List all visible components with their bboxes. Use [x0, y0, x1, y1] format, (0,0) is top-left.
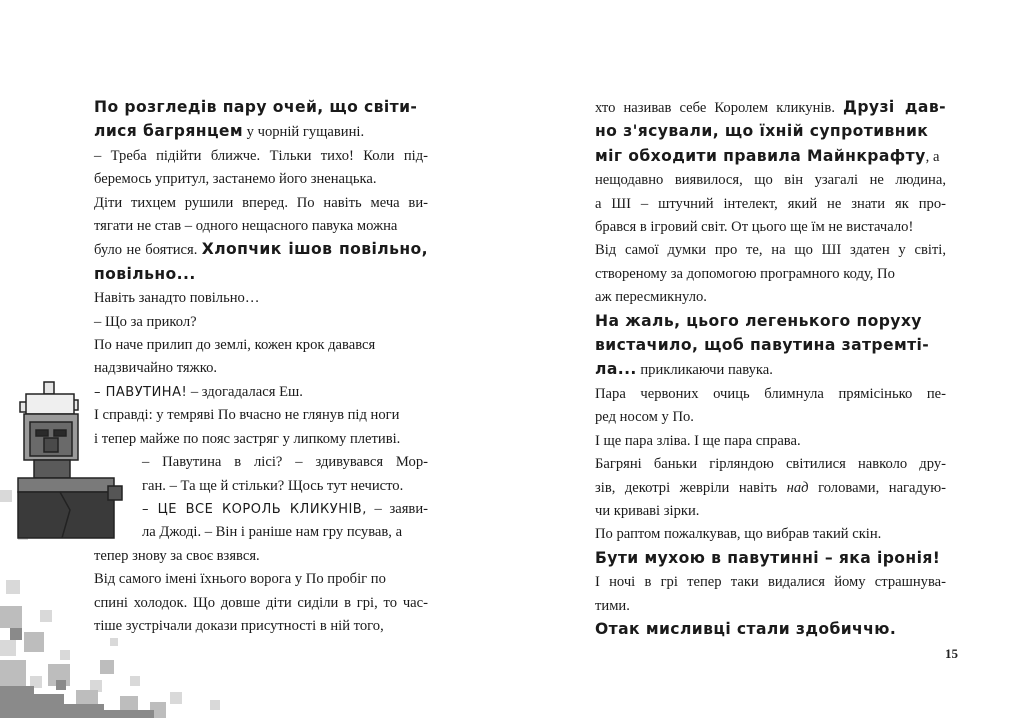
text-run: тими.	[595, 597, 630, 614]
text-run: надзвичайно тяжко.	[94, 360, 218, 377]
text-run: По наче прилип до землі, кожен крок давався	[94, 337, 376, 354]
text-run: і тепер майже по пояс застряг у липкому плетиві.	[94, 430, 401, 447]
text-line	[595, 571, 946, 594]
left-text-column	[94, 96, 428, 638]
text-line	[595, 193, 946, 216]
text-run: беремось упритул, застанемо його зненацька.	[94, 171, 377, 188]
text-run: над	[786, 479, 809, 496]
text-line	[595, 216, 946, 239]
text-run: було не боятися.	[94, 242, 202, 259]
text-line	[595, 500, 946, 523]
text-line	[94, 498, 428, 521]
text-line	[94, 145, 428, 168]
bold-phrase: но з'ясували, що їхній супротивник	[595, 122, 929, 141]
text-line	[595, 263, 946, 286]
bold-phrase: міг обходити правила Майнкрафту	[595, 146, 926, 165]
text-line	[595, 286, 946, 309]
text-line	[94, 238, 428, 262]
text-line	[94, 521, 428, 544]
text-run: хто називав себе Королем кликунів.	[595, 100, 844, 116]
text-run: спині холодок. Що довше діти сиділи в грі, то час-	[94, 594, 428, 611]
text-line	[94, 357, 428, 380]
text-line	[595, 595, 946, 618]
text-line	[595, 239, 946, 262]
text-line	[94, 168, 428, 191]
bold-phrase: Друзі дав-	[843, 98, 946, 116]
bold-phrase: Хлопчик ішов повільно,	[201, 240, 428, 259]
right-page	[512, 0, 1024, 718]
text-line	[595, 96, 946, 120]
text-run: тягати не став – одного нещасного павука можна	[94, 218, 398, 235]
text-run: чи криваві зірки.	[595, 502, 700, 519]
text-run: По раптом пожалкував, що вибрав такий скін.	[595, 526, 882, 543]
text-line	[595, 523, 946, 546]
text-run: брався в ігровий світ. От цього ще їм не вистачало!	[595, 219, 914, 236]
text-line	[94, 96, 428, 120]
text-run: Багряні баньки гірляндою світилися навколо дру-	[595, 456, 946, 473]
text-run: у чорній гущавині.	[243, 124, 365, 141]
text-line	[595, 334, 946, 358]
text-line	[94, 120, 428, 144]
text-line	[595, 477, 946, 500]
text-run: головами, нагадую-	[808, 479, 946, 496]
bold-phrase: повільно...	[94, 264, 196, 283]
text-run: І ще пара зліва. І ще пара справа.	[595, 432, 801, 449]
text-line	[94, 287, 428, 310]
text-line	[94, 381, 428, 404]
text-line	[595, 406, 946, 429]
caps-phrase: – ПАВУТИНА!	[94, 384, 188, 400]
text-run: Від самої думки про те, на що ШІ здатен у світі,	[595, 242, 946, 259]
text-run: тепер знову за своє взявся.	[94, 547, 260, 564]
text-line	[94, 451, 428, 474]
text-run: Пара червоних очиць блимнула прямісінько пе-	[595, 385, 946, 402]
bold-phrase: По розгледів пару очей, що світи-	[94, 98, 418, 116]
right-text-column	[595, 96, 946, 642]
text-line	[94, 592, 428, 615]
text-run: ред носом у По.	[595, 409, 694, 426]
text-run: прикликаючи павука.	[636, 362, 773, 379]
text-run: а ШІ – штучний інтелект, який не знати як про-	[595, 195, 946, 212]
text-line	[94, 615, 428, 638]
text-run: Навіть занадто повільно…	[94, 290, 260, 307]
text-line	[595, 430, 946, 453]
text-line	[595, 358, 946, 382]
text-line	[94, 404, 428, 427]
text-run: Діти тихцем рушили вперед. По навіть меча ви-	[94, 194, 428, 211]
text-line	[595, 120, 946, 144]
text-line	[94, 263, 428, 287]
bold-phrase: Отак мисливці стали здобиччю.	[595, 619, 897, 638]
bold-phrase: лися багрянцем	[94, 122, 244, 141]
text-line	[94, 215, 428, 238]
text-line	[595, 310, 946, 334]
bold-phrase: На жаль, цього легенького поруху	[595, 311, 922, 330]
page-number: 15	[945, 646, 958, 661]
text-run: створеному за допомогою програмного коду, По	[595, 265, 895, 282]
text-line	[595, 453, 946, 476]
text-line	[94, 545, 428, 568]
text-run: зів, декотрі жевріли навіть	[595, 479, 787, 496]
text-line	[94, 568, 428, 591]
text-run: – Треба підійти ближче. Тільки тихо! Коли під-	[94, 147, 428, 164]
text-run: – Павутина в лісі? – здивувався Мор-	[142, 454, 428, 471]
text-run: Від самого імені їхнього ворога у По пробіг по	[94, 571, 386, 588]
text-run: аж пересмикнуло.	[595, 289, 707, 306]
text-run: нещодавно виявилося, що він узагалі не людина,	[595, 172, 946, 189]
text-line	[94, 311, 428, 334]
text-run: – заяви-	[366, 500, 428, 517]
text-line	[94, 475, 428, 498]
text-run: І справді: у темряві По вчасно не глянув під ноги	[94, 407, 400, 424]
text-line	[94, 192, 428, 215]
text-run: ган. – Та ще й стільки? Щось тут нечисто.	[142, 477, 404, 494]
bold-phrase: вистачило, щоб павутина затремті-	[595, 336, 930, 355]
text-line	[595, 618, 946, 642]
caps-phrase: – ЦЕ ВСЕ КОРОЛЬ КЛИКУНІВ,	[142, 501, 367, 517]
text-line	[94, 334, 428, 357]
text-run: ла Джоді. – Він і раніше нам гру псував, а	[142, 524, 403, 541]
text-run: І ночі в грі тепер таки видалися йому страшнува-	[595, 574, 946, 591]
bold-phrase: ла...	[595, 360, 637, 379]
text-run: тіше зустрічали докази присутності в ній того,	[94, 617, 384, 634]
text-line	[595, 169, 946, 192]
text-run: – здогадалася Еш.	[187, 383, 303, 400]
text-run: , а	[925, 148, 940, 165]
bold-phrase: Бути мухою в павутинні – яка іронія!	[595, 548, 941, 567]
text-run: – Що за прикол?	[94, 313, 197, 330]
text-line	[94, 428, 428, 451]
text-line	[595, 547, 946, 571]
text-line	[595, 145, 946, 169]
text-line	[595, 383, 946, 406]
